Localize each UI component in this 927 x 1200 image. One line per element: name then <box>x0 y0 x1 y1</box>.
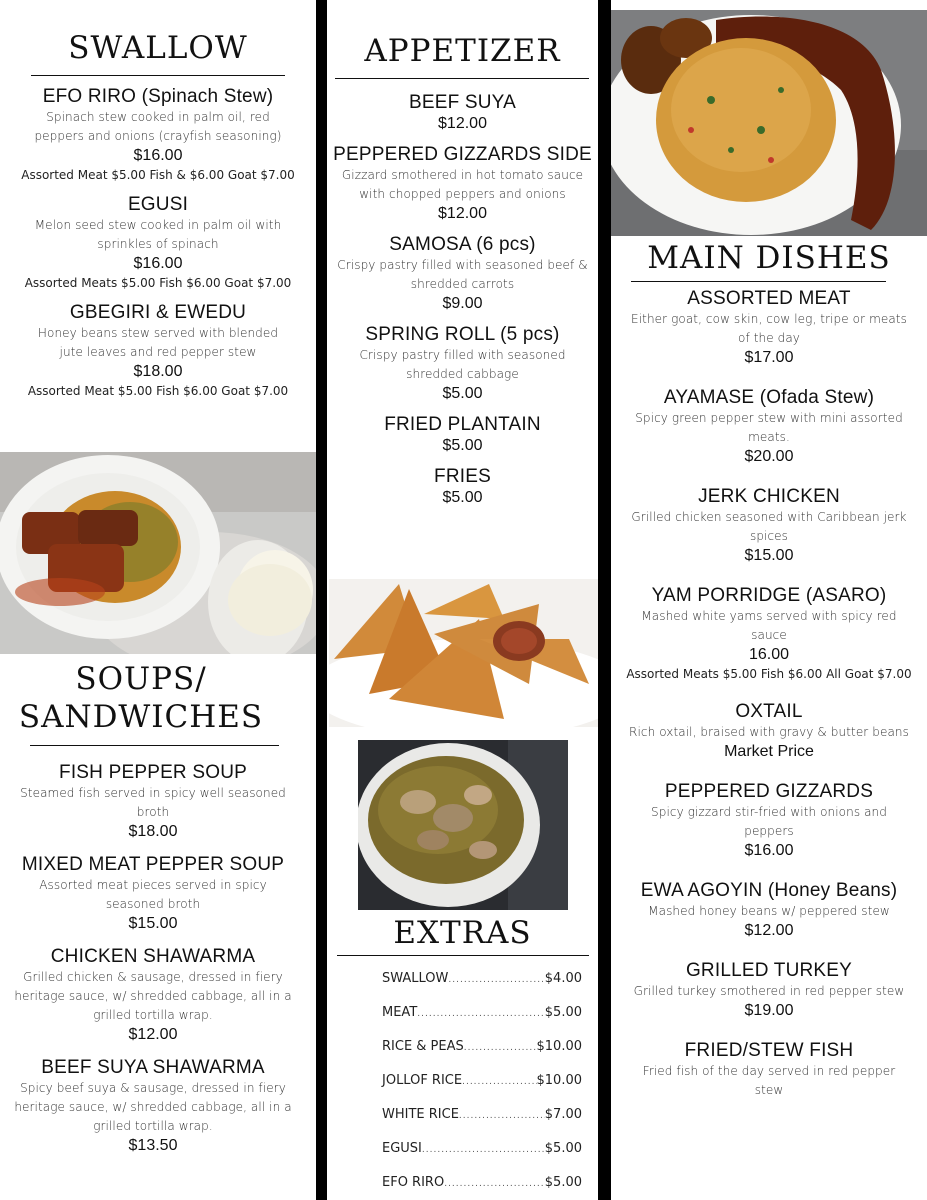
item-name: FRIES <box>434 466 491 487</box>
menu-item <box>327 466 598 507</box>
item-price: Market Price <box>724 743 814 760</box>
item-name: BEEF SUYA SHAWARMA <box>41 1057 265 1078</box>
item-name: GBEGIRI & EWEDU <box>69 302 247 323</box>
item-description: Grilled chicken & sausage, dressed in fiery heritage sauce, w/ shredded cabbage, all in a grilled tortilla wrap. <box>14 970 292 1022</box>
item-price: $19.00 <box>744 1002 794 1019</box>
item-description: Fried fish of the day served in red pepper stew <box>642 1064 896 1097</box>
leader-dots <box>417 1002 545 1036</box>
appetizer-section-title: APPETIZER <box>364 33 561 69</box>
extras-row <box>382 1104 582 1138</box>
item-name: SPRING ROLL (5 pcs) <box>365 324 560 345</box>
extra-name: EFO RIRO <box>382 1175 445 1190</box>
item-price: $16.00 <box>744 842 794 859</box>
extras-row <box>382 1172 582 1200</box>
menu-item <box>327 144 598 223</box>
item-name: SAMOSA (6 pcs) <box>389 234 536 255</box>
item-price: $5.00 <box>442 385 483 402</box>
extra-name: JOLLOF RICE <box>382 1073 463 1088</box>
swallow-items <box>6 86 310 410</box>
appetizer-items <box>327 92 598 518</box>
soups-title-line1: SOUPS/ <box>75 661 207 697</box>
item-description: Honey beans stew served with blended jute leaves and red pepper stew <box>37 326 279 359</box>
soups-divider <box>30 745 279 746</box>
swallow-divider <box>31 75 285 76</box>
menu-item <box>611 1040 927 1100</box>
menu-item <box>6 946 300 1044</box>
item-price: $16.00 <box>133 147 183 164</box>
extras-row <box>382 1036 582 1070</box>
extra-price: $10.00 <box>536 1073 582 1088</box>
menu-item <box>327 324 598 403</box>
item-addons: Assorted Meats $5.00 Fish $6.00 Goat $7.00 <box>24 276 292 290</box>
extra-price: $7.00 <box>544 1107 582 1122</box>
photo-egusi-with-fufu <box>0 452 316 654</box>
item-price: $12.00 <box>128 1026 178 1043</box>
item-name: JERK CHICKEN <box>698 486 840 507</box>
extra-name: EGUSI <box>382 1141 422 1156</box>
menu-item <box>611 880 927 940</box>
item-price: $12.00 <box>438 205 487 222</box>
photo-pepper-soup-bowl <box>358 740 568 910</box>
item-description: Spinach stew cooked in palm oil, red peppers and onions (crayfish seasoning) <box>34 110 282 143</box>
extras-row <box>382 1138 582 1172</box>
menu-item <box>611 387 927 466</box>
item-name: FISH PEPPER SOUP <box>59 762 247 783</box>
item-description: Grilled turkey smothered in red pepper stew <box>633 984 905 998</box>
main-dishes-divider <box>631 281 886 282</box>
menu-column-middle <box>327 0 598 1200</box>
menu-item <box>327 414 598 455</box>
soups-section-title <box>0 660 282 736</box>
item-price: $5.00 <box>442 489 483 506</box>
main-dishes-items <box>611 288 927 1120</box>
menu-item <box>6 86 310 182</box>
item-price: $5.00 <box>442 437 483 454</box>
extra-price: $5.00 <box>544 1141 582 1156</box>
item-addons: Assorted Meat $5.00 Fish $6.00 Goat $7.00 <box>27 384 289 398</box>
item-description: Either goat, cow skin, cow leg, tripe or meats of the day <box>631 312 907 345</box>
item-description: Crispy pastry filled with seasoned shredded cabbage <box>359 348 566 381</box>
leader-dots <box>464 1036 537 1070</box>
photo-samosas <box>329 579 598 727</box>
menu-item <box>611 486 927 565</box>
photo-jollof-rice-plantain-fish <box>611 10 927 236</box>
item-description: Spicy green pepper stew with mini assorted meats. <box>635 411 903 444</box>
item-description: Crispy pastry filled with seasoned beef & shredded carrots <box>337 258 588 291</box>
extra-price: $5.00 <box>544 1175 582 1190</box>
menu-item <box>611 585 927 681</box>
leader-dots <box>444 1172 545 1200</box>
item-price: $9.00 <box>442 295 483 312</box>
item-name: ASSORTED MEAT <box>687 288 851 309</box>
item-price: $15.00 <box>744 547 794 564</box>
item-name: FRIED/STEW FISH <box>684 1040 854 1061</box>
item-name: MIXED MEAT PEPPER SOUP <box>21 854 285 875</box>
item-price: $13.50 <box>128 1137 178 1154</box>
item-name: EFO RIRO (Spinach Stew) <box>42 86 274 107</box>
leader-dots <box>448 968 544 1002</box>
menu-item <box>6 302 310 398</box>
leader-dots <box>459 1104 545 1138</box>
item-price: $16.00 <box>133 255 183 272</box>
item-price: $12.00 <box>438 115 487 132</box>
menu-column-right <box>611 0 927 1200</box>
menu-item <box>6 1057 300 1155</box>
appetizer-divider <box>335 78 589 79</box>
menu-column-left <box>0 0 316 1200</box>
menu-item <box>6 854 300 933</box>
item-name: AYAMASE (Ofada Stew) <box>663 387 875 408</box>
item-name: EWA AGOYIN (Honey Beans) <box>640 880 898 901</box>
item-name: CHICKEN SHAWARMA <box>50 946 256 967</box>
menu-item <box>611 960 927 1020</box>
item-description: Spicy gizzard stir-fried with onions and peppers <box>651 805 887 838</box>
menu-item <box>611 701 927 761</box>
item-price: $18.00 <box>128 823 178 840</box>
extras-list <box>382 968 582 1200</box>
menu-item <box>611 781 927 860</box>
item-addons: Assorted Meat $5.00 Fish & $6.00 Goat $7.00 <box>21 168 295 182</box>
item-name: OXTAIL <box>735 701 803 722</box>
item-description: Steamed fish served in spicy well seasoned broth <box>20 786 286 819</box>
menu-item <box>611 288 927 367</box>
menu-item <box>327 234 598 313</box>
item-description: Mashed white yams served with spicy red sauce <box>641 609 897 642</box>
leader-dots <box>422 1138 545 1172</box>
extra-price: $5.00 <box>544 1005 582 1020</box>
item-name: FRIED PLANTAIN <box>384 414 541 435</box>
item-name: EGUSI <box>127 194 189 215</box>
extra-price: $4.00 <box>544 971 582 986</box>
extra-name: SWALLOW <box>382 971 449 986</box>
soups-title-line2: SANDWICHES <box>18 699 264 735</box>
menu-item <box>6 194 310 290</box>
item-name: BEEF SUYA <box>408 92 517 113</box>
leader-dots <box>462 1070 536 1104</box>
item-description: Melon seed stew cooked in palm oil with sprinkles of spinach <box>34 218 282 251</box>
item-description: Gizzard smothered in hot tomato sauce with chopped peppers and onions <box>341 168 584 201</box>
item-description: Spicy beef suya & sausage, dressed in fiery heritage sauce, w/ shredded cabbage, all in a grilled tortilla wrap. <box>14 1081 292 1133</box>
menu-item <box>327 92 598 133</box>
extra-price: $10.00 <box>536 1039 582 1054</box>
swallow-section-title: SWALLOW <box>68 30 248 66</box>
item-addons: Assorted Meats $5.00 Fish $6.00 All Goat $7.00 <box>626 667 912 681</box>
item-price: $15.00 <box>128 915 178 932</box>
extras-row <box>382 968 582 1002</box>
item-name: PEPPERED GIZZARDS <box>664 781 874 802</box>
extras-row <box>382 1002 582 1036</box>
extras-row <box>382 1070 582 1104</box>
item-name: YAM PORRIDGE (ASARO) <box>651 585 887 606</box>
item-description: Grilled chicken seasoned with Caribbean jerk spices <box>631 510 907 543</box>
item-name: GRILLED TURKEY <box>685 960 853 981</box>
item-price: $20.00 <box>744 448 794 465</box>
item-price: $12.00 <box>744 922 794 939</box>
item-price: $17.00 <box>744 349 794 366</box>
menu-item <box>6 762 300 841</box>
item-price: 16.00 <box>748 646 790 663</box>
main-dishes-section-title: MAIN DISHES <box>647 240 891 276</box>
extra-name: WHITE RICE <box>382 1107 459 1122</box>
item-name: PEPPERED GIZZARDS SIDE <box>333 144 592 165</box>
extra-name: MEAT <box>382 1005 418 1020</box>
item-description: Rich oxtail, braised with gravy & butter beans <box>629 725 909 739</box>
item-description: Assorted meat pieces served in spicy seasoned broth <box>39 878 267 911</box>
extras-section-title: EXTRAS <box>393 915 532 951</box>
soups-items <box>6 762 300 1168</box>
extras-divider <box>337 955 589 956</box>
item-price: $18.00 <box>133 363 183 380</box>
extra-name: RICE & PEAS <box>382 1039 464 1054</box>
item-description: Mashed honey beans w/ peppered stew <box>648 904 890 918</box>
